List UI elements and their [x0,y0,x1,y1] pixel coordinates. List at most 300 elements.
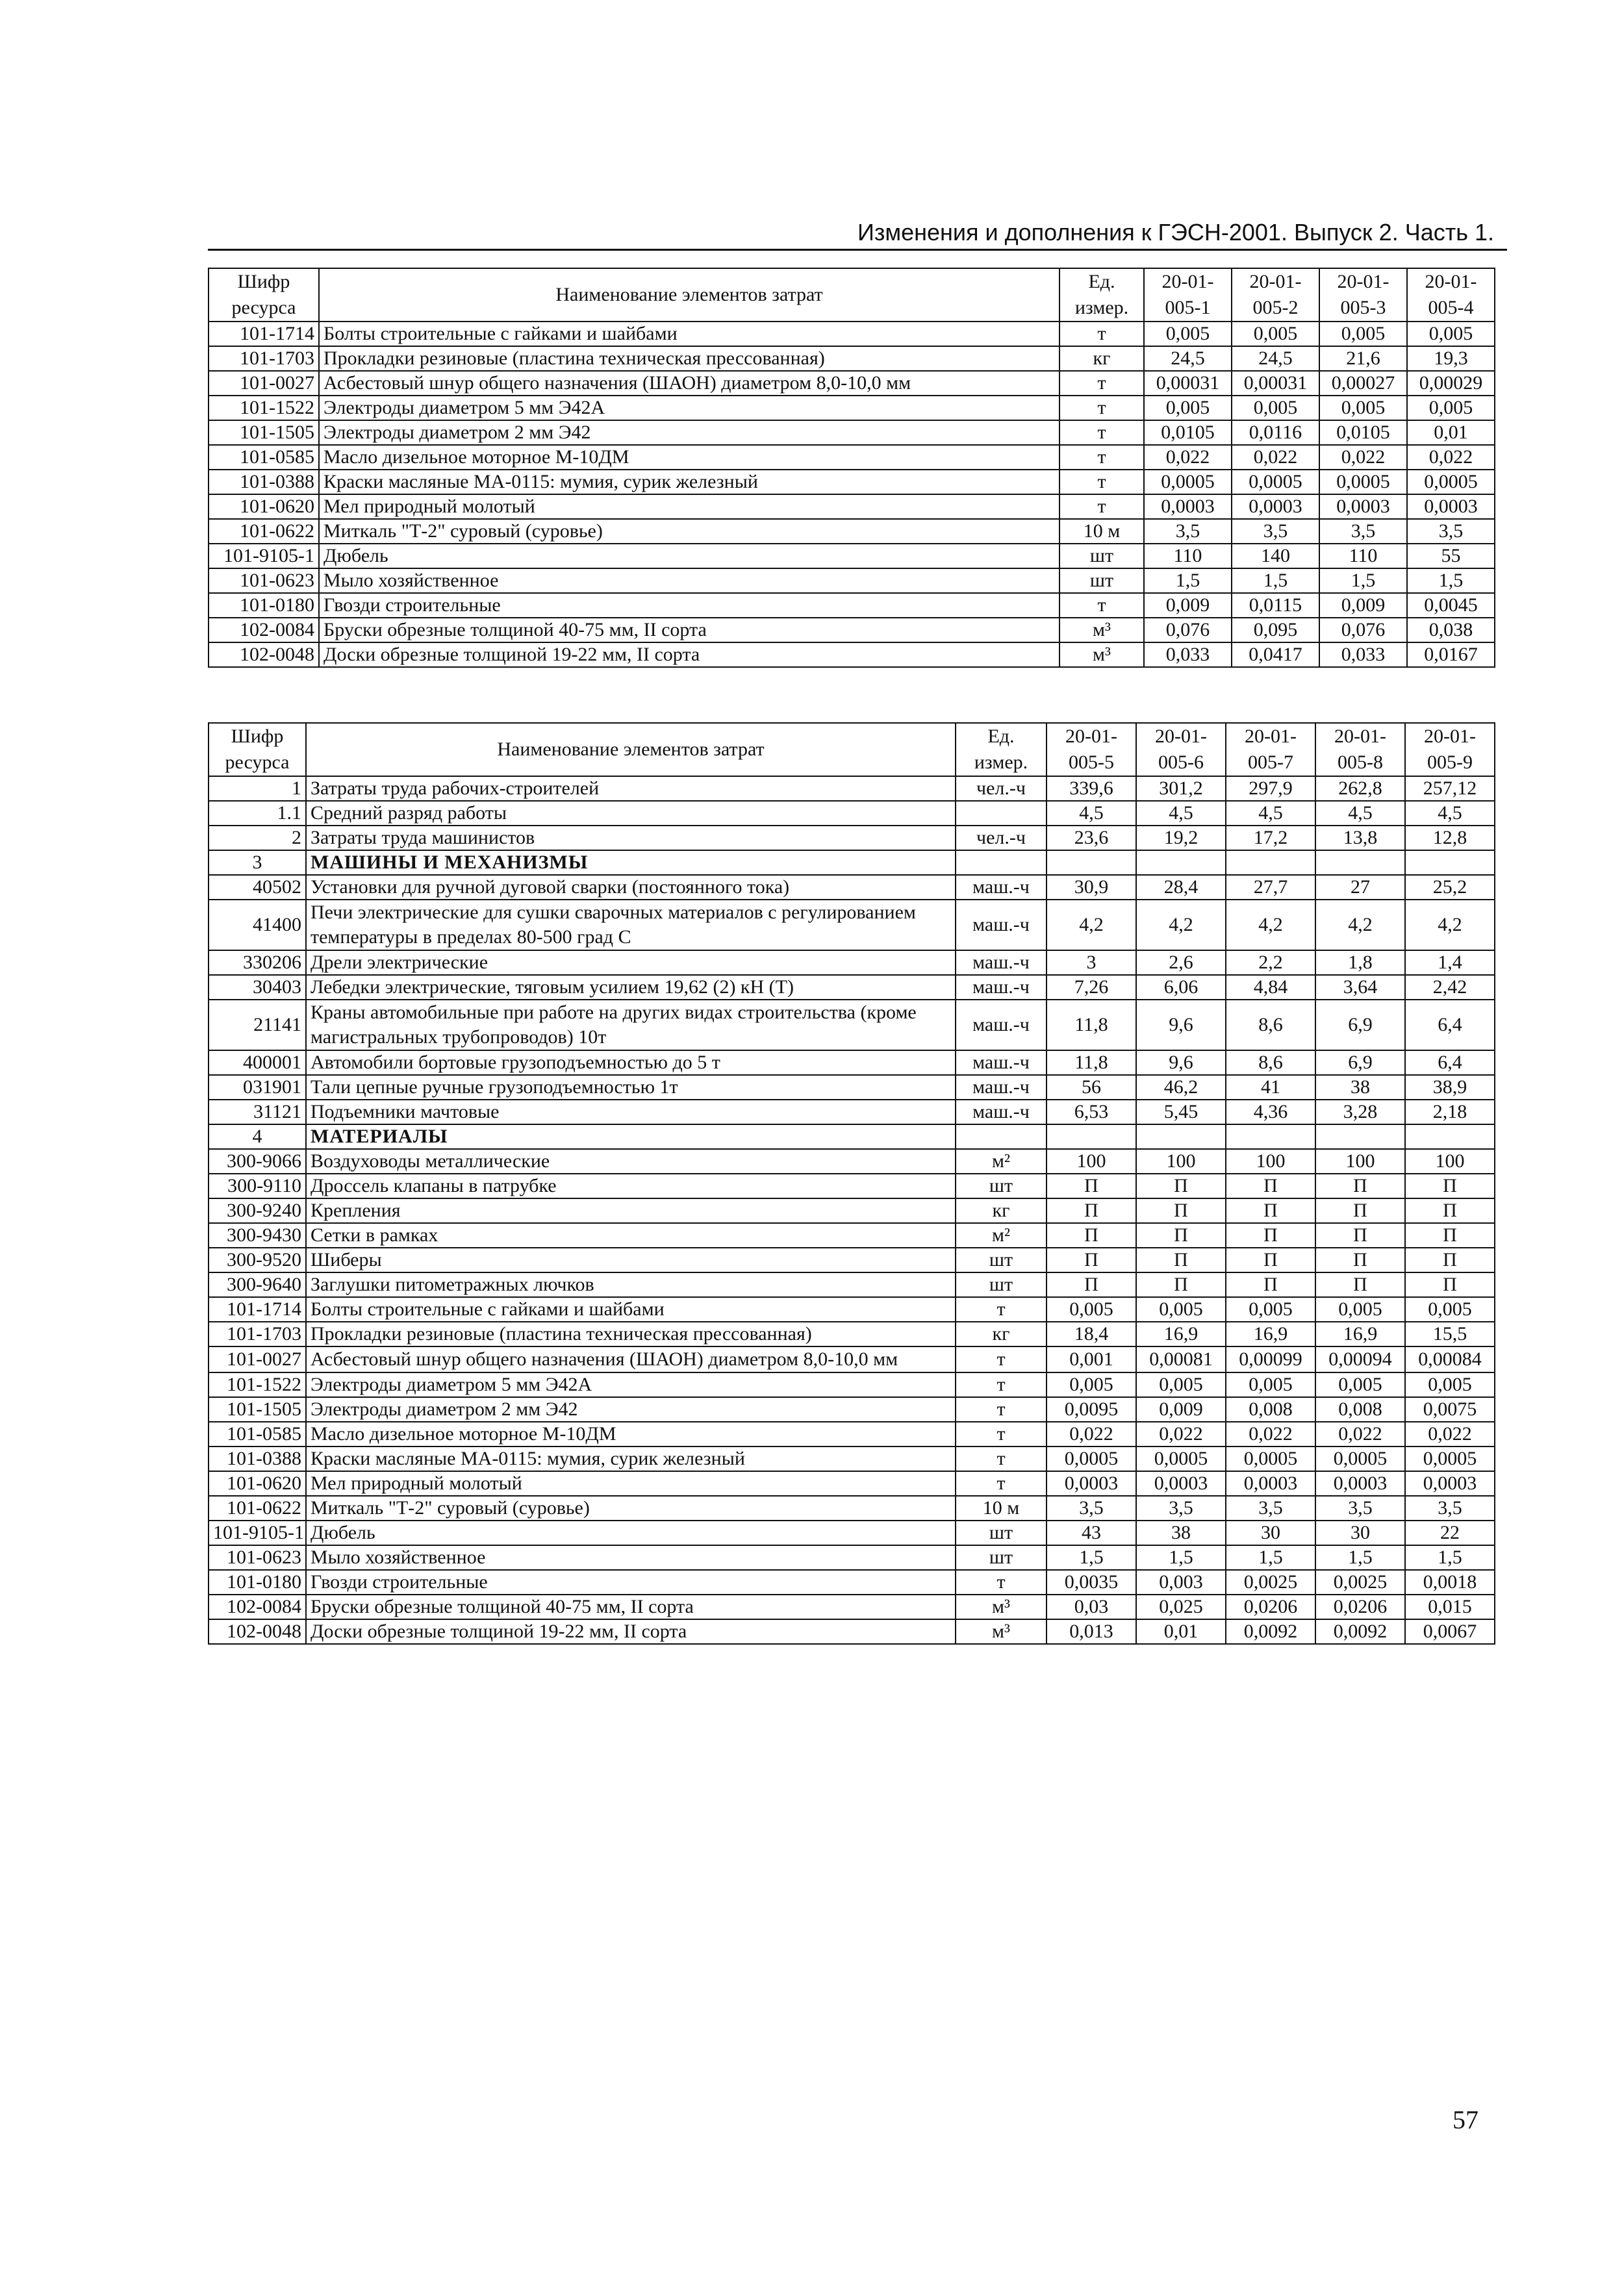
value-cell: 0,0095 [1047,1397,1136,1422]
resource-name-cell: Асбестовый шнур общего назначения (ШАОН) диаметром 8,0-10,0 мм [306,1346,956,1372]
resource-code-cell: 31121 [209,1100,306,1124]
resource-name-cell: Печи электрические для сушки сварочных материалов с регулированием температуры в пределах 80-500 град С [306,900,956,950]
value-cell: 25,2 [1405,875,1495,900]
table-row [209,875,1495,900]
value-cell: 0,0105 [1144,420,1232,445]
resource-name-cell: Краски масляные МА-0115: мумия, сурик железный [319,470,1059,494]
value-cell: 0,0005 [1407,470,1495,494]
resource-name-cell: Масло дизельное моторное М-10ДМ [319,445,1059,470]
resource-name-cell: Сетки в рамках [306,1223,956,1248]
header-col: 20-01-005-5 [1047,723,1136,776]
value-cell: 0,0003 [1226,1471,1315,1496]
value-cell: 19,2 [1136,826,1226,850]
resource-name-cell: Гвозди строительные [319,593,1059,618]
value-cell: П [1047,1198,1136,1223]
value-cell: 100 [1136,1149,1226,1174]
resource-name-cell: Гвозди строительные [306,1570,956,1595]
unit-cell: кг [956,1198,1047,1223]
unit-cell: шт [956,1272,1047,1297]
unit-cell: маш.-ч [956,1000,1047,1050]
value-cell: 3,5 [1407,519,1495,544]
resource-name-cell: Электроды диаметром 5 мм Э42А [319,396,1059,420]
table-row [209,1100,1495,1124]
value-cell: 1,5 [1319,568,1407,593]
resource-name-cell: Средний разряд работы [306,801,956,826]
resource-name-cell: Автомобили бортовые грузоподъемностью до 5 т [306,1050,956,1075]
table-row [209,826,1495,850]
resource-code-cell: 101-0027 [209,1346,306,1372]
unit-cell: м² [956,1223,1047,1248]
value-cell: 0,005 [1136,1372,1226,1397]
value-cell: 4,36 [1226,1100,1315,1124]
value-cell: 2,2 [1226,950,1315,975]
value-cell: 38 [1315,1075,1405,1100]
value-cell: 0,0005 [1144,470,1232,494]
value-cell: 100 [1315,1149,1405,1174]
value-cell: 27,7 [1226,875,1315,900]
value-cell: 339,6 [1047,776,1136,801]
value-cell: 12,8 [1405,826,1495,850]
value-cell: 0,00081 [1136,1346,1226,1372]
value-cell: 9,6 [1136,1050,1226,1075]
value-cell: 30,9 [1047,875,1136,900]
resource-code-cell: 101-1505 [209,1397,306,1422]
header-name: Наименование элементов затрат [306,723,956,776]
resource-name-cell: Прокладки резиновые (пластина техническая прессованная) [306,1322,956,1346]
value-cell: 55 [1407,544,1495,568]
resource-name-cell: Миткаль "Т-2" суровый (суровье) [319,519,1059,544]
table-row [209,975,1495,1000]
unit-cell: м³ [956,1595,1047,1619]
value-cell: 0,005 [1315,1372,1405,1397]
value-cell: П [1405,1174,1495,1198]
resource-table-2 [208,722,1495,1645]
value-cell: 0,0005 [1232,470,1319,494]
page-header [208,213,1507,251]
value-cell: 0,01 [1136,1619,1226,1644]
value-cell [1226,1124,1315,1149]
value-cell: 3,5 [1144,519,1232,544]
unit-cell: т [1059,420,1144,445]
header-code: Шифр ресурса [209,268,319,322]
value-cell [1047,850,1136,875]
value-cell: 0,009 [1319,593,1407,618]
table-row [209,1174,1495,1198]
value-cell: 0,033 [1319,642,1407,667]
value-cell: П [1405,1198,1495,1223]
table-row [209,776,1495,801]
resource-code-cell: 300-9110 [209,1174,306,1198]
header-col: 20-01-005-8 [1315,723,1405,776]
value-cell: 0,005 [1407,396,1495,420]
unit-cell: м³ [956,1619,1047,1644]
table-row [209,470,1495,494]
document-title: Изменения и дополнения к ГЭСН-2001. Выпуск 2. Часть 1. [857,219,1494,246]
resource-code-cell: 102-0048 [209,1619,306,1644]
table-row [209,519,1495,544]
value-cell: П [1226,1223,1315,1248]
value-cell: 16,9 [1226,1322,1315,1346]
value-cell [1315,850,1405,875]
value-cell: 38,9 [1405,1075,1495,1100]
value-cell: 15,5 [1405,1322,1495,1346]
value-cell: П [1047,1174,1136,1198]
value-cell: 262,8 [1315,776,1405,801]
unit-cell: маш.-ч [956,950,1047,975]
value-cell: 0,00031 [1232,371,1319,396]
resource-name-cell: Бруски обрезные толщиной 40-75 мм, II сорта [306,1595,956,1619]
resource-name-cell: Миткаль "Т-2" суровый (суровье) [306,1496,956,1521]
resource-name-cell: МАШИНЫ И МЕХАНИЗМЫ [306,850,956,875]
table-row [209,1372,1495,1397]
table-header-row [209,723,1495,776]
value-cell: 0,022 [1407,445,1495,470]
value-cell: 11,8 [1047,1000,1136,1050]
value-cell: 0,022 [1226,1422,1315,1447]
resource-name-cell: Мыло хозяйственное [306,1545,956,1570]
value-cell: 0,0035 [1047,1570,1136,1595]
unit-cell: чел.-ч [956,776,1047,801]
resource-code-cell: 101-9105-1 [209,1521,306,1545]
resource-name-cell: Краны автомобильные при работе на других видах строительства (кроме магистральных трубопроводов) 10т [306,1000,956,1050]
value-cell: 1,5 [1405,1545,1495,1570]
value-cell [1405,1124,1495,1149]
resource-code-cell: 4 [209,1124,306,1149]
resource-code-cell: 300-9520 [209,1248,306,1272]
unit-cell [956,1124,1047,1149]
value-cell: 0,095 [1232,618,1319,642]
value-cell: 0,0045 [1407,593,1495,618]
unit-cell: т [1059,371,1144,396]
value-cell: 0,022 [1315,1422,1405,1447]
value-cell: 0,005 [1319,396,1407,420]
unit-cell: шт [1059,544,1144,568]
unit-cell: шт [956,1545,1047,1570]
value-cell: 21,6 [1319,346,1407,371]
resource-code-cell: 101-0623 [209,568,319,593]
value-cell: 4,5 [1226,801,1315,826]
value-cell: 0,0003 [1407,494,1495,519]
value-cell: П [1047,1272,1136,1297]
value-cell: 4,2 [1047,900,1136,950]
resource-code-cell: 102-0084 [209,1595,306,1619]
header-col: 20-01-005-1 [1144,268,1232,322]
value-cell: 0,009 [1136,1397,1226,1422]
resource-code-cell: 101-0620 [209,494,319,519]
resource-code-cell: 101-0180 [209,1570,306,1595]
value-cell: 2,6 [1136,950,1226,975]
unit-cell: м³ [1059,642,1144,667]
value-cell: 0,005 [1144,396,1232,420]
value-cell: П [1405,1248,1495,1272]
value-cell: 100 [1226,1149,1315,1174]
resource-code-cell: 101-9105-1 [209,544,319,568]
table-row [209,1297,1495,1322]
value-cell: 19,3 [1407,346,1495,371]
value-cell: 0,022 [1405,1422,1495,1447]
value-cell: П [1136,1223,1226,1248]
table-row [209,1447,1495,1471]
resource-code-cell: 101-0027 [209,371,319,396]
value-cell: 3 [1047,950,1136,975]
unit-cell: кг [1059,346,1144,371]
table-2-body [209,776,1495,1644]
value-cell: 0,022 [1319,445,1407,470]
table-row [209,1545,1495,1570]
table-row [209,1223,1495,1248]
value-cell: П [1136,1198,1226,1223]
resource-name-cell: Асбестовый шнур общего назначения (ШАОН) диаметром 8,0-10,0 мм [319,371,1059,396]
resource-code-cell: 101-0620 [209,1471,306,1496]
unit-cell: т [1059,494,1144,519]
resource-name-cell: Масло дизельное моторное М-10ДМ [306,1422,956,1447]
unit-cell: т [956,1447,1047,1471]
value-cell: 17,2 [1226,826,1315,850]
table-row [209,1149,1495,1174]
resource-name-cell: Шиберы [306,1248,956,1272]
value-cell: 0,0005 [1136,1447,1226,1471]
table-row [209,1000,1495,1050]
value-cell: П [1047,1248,1136,1272]
value-cell: 110 [1319,544,1407,568]
value-cell: 0,033 [1144,642,1232,667]
resource-name-cell: Доски обрезные толщиной 19-22 мм, II сорта [306,1619,956,1644]
value-cell: 6,4 [1405,1050,1495,1075]
value-cell: 297,9 [1226,776,1315,801]
value-cell: 140 [1232,544,1319,568]
header-col: 20-01-005-2 [1232,268,1319,322]
value-cell: 1,8 [1315,950,1405,975]
value-cell: 5,45 [1136,1100,1226,1124]
header-name: Наименование элементов затрат [319,268,1059,322]
table-row [209,1075,1495,1100]
value-cell: 0,0003 [1232,494,1319,519]
value-cell: 0,005 [1405,1372,1495,1397]
page-number: 57 [1453,2105,1478,2134]
unit-cell: маш.-ч [956,1075,1047,1100]
table-row [209,346,1495,371]
unit-cell: маш.-ч [956,900,1047,950]
value-cell: 0,005 [1315,1297,1405,1322]
value-cell: 0,0116 [1232,420,1319,445]
resource-code-cell: 300-9240 [209,1198,306,1223]
value-cell: 8,6 [1226,1000,1315,1050]
resource-name-cell: Заглушки питометражных лючков [306,1272,956,1297]
resource-code-cell: 101-0388 [209,470,319,494]
table-row [209,322,1495,346]
table-row [209,1570,1495,1595]
resource-code-cell: 400001 [209,1050,306,1075]
value-cell: 4,2 [1315,900,1405,950]
table-row [209,1124,1495,1149]
value-cell: П [1315,1272,1405,1297]
value-cell: 0,076 [1319,618,1407,642]
resource-name-cell: Краски масляные МА-0115: мумия, сурик железный [306,1447,956,1471]
unit-cell [956,850,1047,875]
resource-name-cell: Мыло хозяйственное [319,568,1059,593]
value-cell: 4,5 [1405,801,1495,826]
value-cell: 0,022 [1047,1422,1136,1447]
value-cell: П [1226,1248,1315,1272]
value-cell: 3,5 [1232,519,1319,544]
resource-code-cell: 1 [209,776,306,801]
value-cell [1136,1124,1226,1149]
value-cell: 43 [1047,1521,1136,1545]
value-cell: 4,2 [1226,900,1315,950]
table-row [209,544,1495,568]
value-cell: 257,12 [1405,776,1495,801]
value-cell: 0,0003 [1319,494,1407,519]
resource-name-cell: Подъемники мачтовые [306,1100,956,1124]
unit-cell: т [1059,593,1144,618]
value-cell: 0,0206 [1315,1595,1405,1619]
value-cell: 0,022 [1144,445,1232,470]
resource-name-cell: Дюбель [319,544,1059,568]
value-cell: 0,00027 [1319,371,1407,396]
resource-code-cell: 101-1714 [209,1297,306,1322]
table-row [209,1619,1495,1644]
value-cell: 0,022 [1136,1422,1226,1447]
table-row [209,642,1495,667]
value-cell: 2,18 [1405,1100,1495,1124]
resource-code-cell: 101-1703 [209,1322,306,1346]
value-cell: 23,6 [1047,826,1136,850]
value-cell: П [1226,1198,1315,1223]
value-cell: 0,0115 [1232,593,1319,618]
resource-code-cell: 1.1 [209,801,306,826]
value-cell: 0,0018 [1405,1570,1495,1595]
value-cell: 100 [1405,1149,1495,1174]
resource-code-cell: 101-0623 [209,1545,306,1570]
value-cell: 0,0005 [1319,470,1407,494]
value-cell: 6,06 [1136,975,1226,1000]
value-cell: 0,0206 [1226,1595,1315,1619]
resource-code-cell: 40502 [209,875,306,900]
unit-cell: шт [1059,568,1144,593]
table-row [209,568,1495,593]
resource-code-cell: 41400 [209,900,306,950]
value-cell: 0,008 [1315,1397,1405,1422]
resource-code-cell: 102-0084 [209,618,319,642]
resource-name-cell: Электроды диаметром 2 мм Э42 [306,1397,956,1422]
unit-cell: т [956,1397,1047,1422]
table-header-row [209,268,1495,322]
value-cell: 6,53 [1047,1100,1136,1124]
unit-cell: т [956,1372,1047,1397]
value-cell [1136,850,1226,875]
unit-cell: т [956,1346,1047,1372]
value-cell: 0,013 [1047,1619,1136,1644]
table-row [209,801,1495,826]
value-cell: 16,9 [1315,1322,1405,1346]
value-cell: 0,005 [1407,322,1495,346]
value-cell: 1,5 [1315,1545,1405,1570]
value-cell: 0,015 [1405,1595,1495,1619]
table-row [209,1346,1495,1372]
value-cell: 1,5 [1047,1545,1136,1570]
value-cell: 0,00031 [1144,371,1232,396]
resource-name-cell: Мел природный молотый [319,494,1059,519]
value-cell: 0,00094 [1315,1346,1405,1372]
header-col: 20-01-005-9 [1405,723,1495,776]
resource-code-cell: 101-1714 [209,322,319,346]
value-cell: П [1405,1272,1495,1297]
value-cell: 0,0005 [1226,1447,1315,1471]
resource-code-cell: 101-0388 [209,1447,306,1471]
header-unit: Ед. измер. [1059,268,1144,322]
value-cell: 0,0092 [1226,1619,1315,1644]
value-cell: 0,0417 [1232,642,1319,667]
value-cell: 3,5 [1226,1496,1315,1521]
resource-table-1 [208,268,1495,668]
value-cell: 41 [1226,1075,1315,1100]
unit-cell: т [1059,396,1144,420]
table-row [209,371,1495,396]
resource-name-cell: Тали цепные ручные грузоподъемностью 1т [306,1075,956,1100]
value-cell: 4,84 [1226,975,1315,1000]
resource-code-cell: 300-9066 [209,1149,306,1174]
unit-cell: 10 м [1059,519,1144,544]
value-cell: 0,005 [1232,396,1319,420]
resource-code-cell: 3 [209,850,306,875]
value-cell: 1,4 [1405,950,1495,975]
table-row [209,1496,1495,1521]
value-cell: 0,0105 [1319,420,1407,445]
table-row [209,950,1495,975]
table-row [209,1050,1495,1075]
value-cell: 30 [1315,1521,1405,1545]
header-col: 20-01-005-4 [1407,268,1495,322]
resource-name-cell: Лебедки электрические, тяговым усилием 19,62 (2) кН (Т) [306,975,956,1000]
value-cell: 0,076 [1144,618,1232,642]
unit-cell: т [956,1570,1047,1595]
unit-cell: т [1059,470,1144,494]
value-cell: 16,9 [1136,1322,1226,1346]
unit-cell: т [956,1422,1047,1447]
value-cell: 9,6 [1136,1000,1226,1050]
header-col: 20-01-005-7 [1226,723,1315,776]
table-row [209,900,1495,950]
resource-code-cell: 101-1522 [209,1372,306,1397]
resource-code-cell: 101-0585 [209,1422,306,1447]
table-row [209,494,1495,519]
table-row [209,1248,1495,1272]
value-cell: 0,0025 [1315,1570,1405,1595]
value-cell: 4,2 [1405,900,1495,950]
resource-name-cell: Доски обрезные толщиной 19-22 мм, II сорта [319,642,1059,667]
value-cell: 100 [1047,1149,1136,1174]
value-cell: П [1136,1174,1226,1198]
value-cell: 0,0167 [1407,642,1495,667]
table-row [209,420,1495,445]
value-cell: П [1405,1223,1495,1248]
resource-code-cell: 101-0622 [209,1496,306,1521]
value-cell: 0,0005 [1047,1447,1136,1471]
value-cell: 0,0075 [1405,1397,1495,1422]
resource-name-cell: Прокладки резиновые (пластина техническая прессованная) [319,346,1059,371]
value-cell: 0,03 [1047,1595,1136,1619]
value-cell: 0,005 [1047,1372,1136,1397]
value-cell: П [1047,1223,1136,1248]
value-cell: 18,4 [1047,1322,1136,1346]
resource-code-cell: 300-9640 [209,1272,306,1297]
resource-code-cell: 101-0180 [209,593,319,618]
value-cell: 3,5 [1319,519,1407,544]
value-cell: 8,6 [1226,1050,1315,1075]
value-cell: 4,5 [1047,801,1136,826]
header-code: Шифр ресурса [209,723,306,776]
value-cell: 3,5 [1315,1496,1405,1521]
